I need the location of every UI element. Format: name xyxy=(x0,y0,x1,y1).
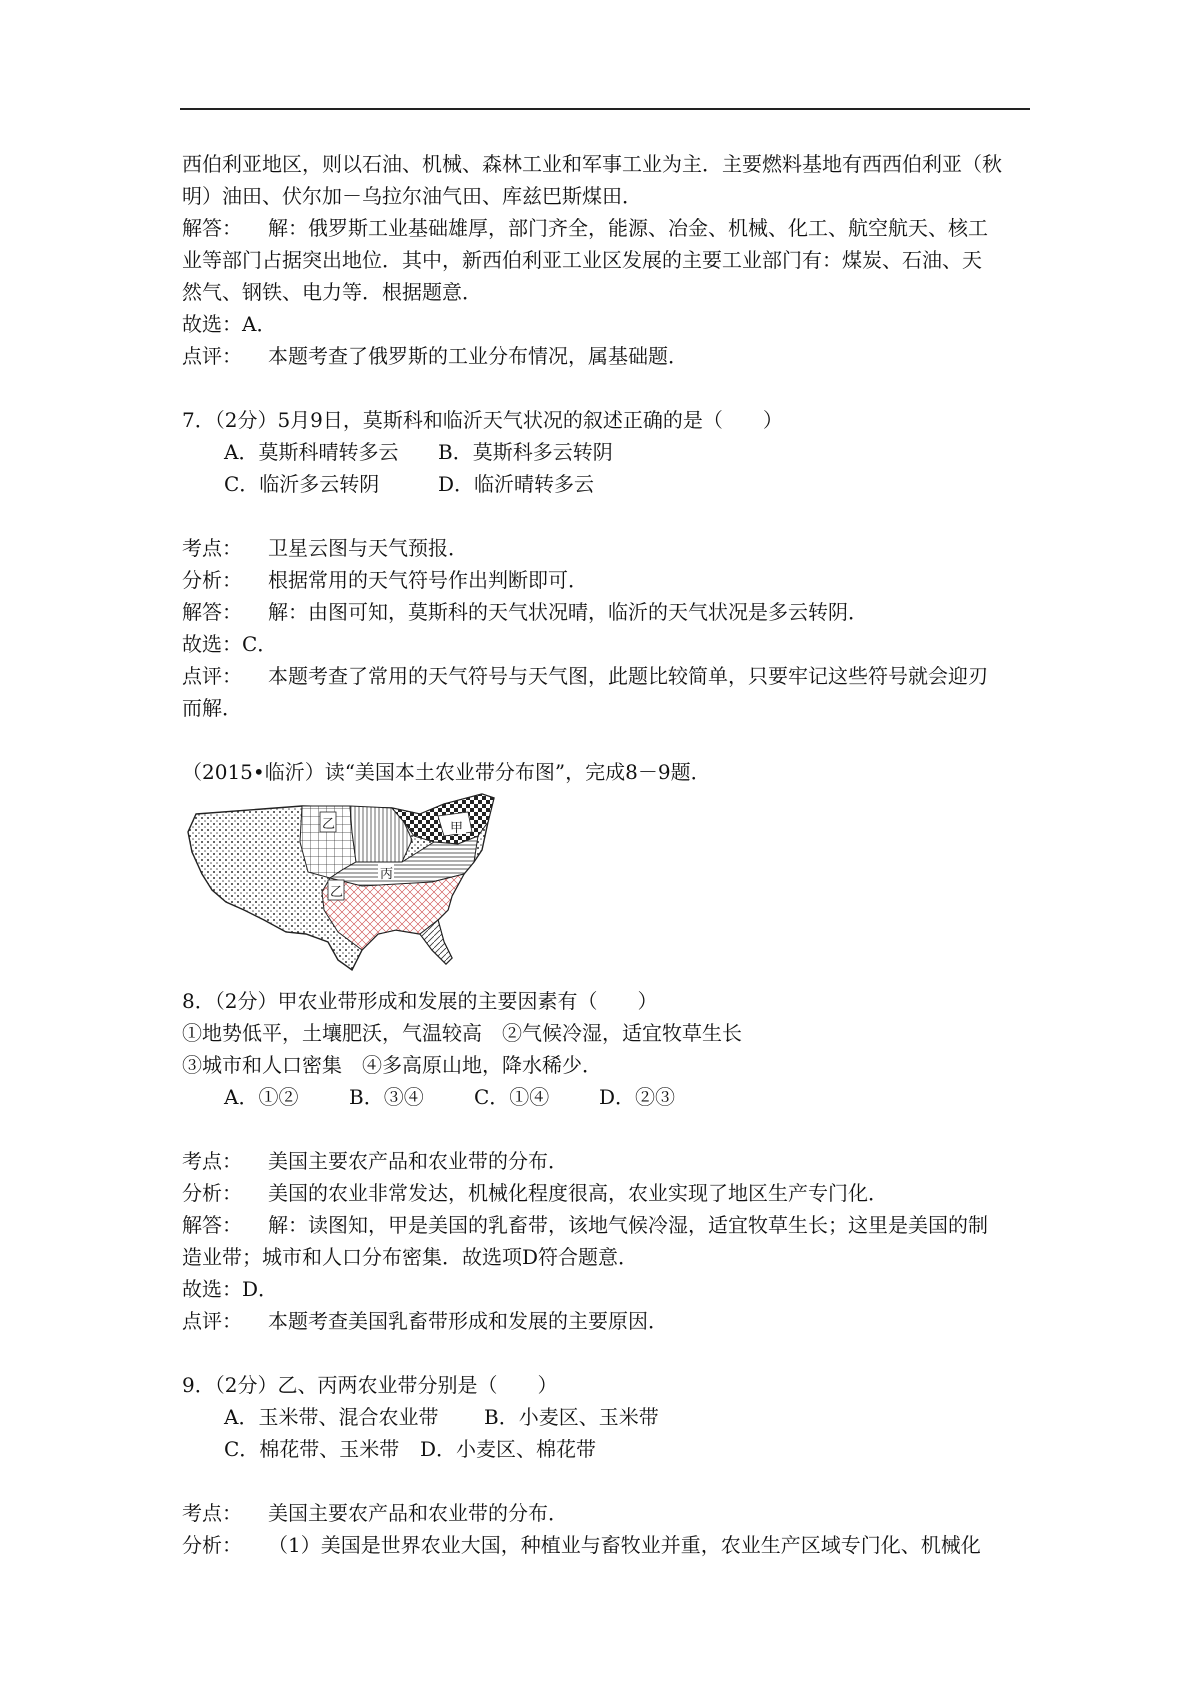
intro-8-9: （2015•临沂）读“美国本土农业带分布图”，完成8－9题． xyxy=(182,760,711,784)
q9-fenxi xyxy=(182,1529,1030,1561)
q7-option-d: D．临沂晴转多云 xyxy=(438,472,595,496)
map-label-yi-north: 乙 xyxy=(322,817,336,832)
comment-text: 本题考查了俄罗斯的工业分布情况，属基础题． xyxy=(268,344,688,368)
q7-options-row1 xyxy=(182,436,1030,468)
q7-stem: 7．（2分）5月9日，莫斯科和临沂天气状况的叙述正确的是（ ） xyxy=(182,408,783,432)
q7-jieda xyxy=(182,596,1030,628)
fenxi-text: （1）美国是世界农业大国，种植业与畜牧业并重，农业生产区域专门化、机械化 xyxy=(268,1533,981,1557)
kaodian-label: 考点： xyxy=(182,1149,242,1173)
q8-fenxi xyxy=(182,1177,1030,1209)
q6-comment xyxy=(182,340,1030,372)
kaodian-text: 卫星云图与天气预报． xyxy=(268,536,468,560)
q9-kaodian xyxy=(182,1497,1030,1529)
q7-options-row2 xyxy=(182,468,1030,500)
q8-option-a: A．①② xyxy=(224,1085,299,1109)
q8-option-b: B．③④ xyxy=(349,1085,424,1109)
comment-text: 本题考查了常用的天气符号与天气图，此题比较简单，只要牢记这些符号就会迎刃 xyxy=(268,664,988,688)
us-agriculture-map xyxy=(182,792,502,977)
fenxi-label: 分析： xyxy=(182,1533,242,1557)
kaodian-text: 美国主要农产品和农业带的分布． xyxy=(268,1149,568,1173)
q8-option-c: C．①④ xyxy=(474,1085,550,1109)
map-label-bing: 丙 xyxy=(380,867,394,882)
q6-answer-cont: 然气、钢铁、电力等．根据题意． xyxy=(182,280,482,304)
map-label-yi-south: 乙 xyxy=(330,885,344,900)
us-agriculture-map-figure xyxy=(182,792,502,977)
q7-option-c: C．临沂多云转阴 xyxy=(224,472,380,496)
q8-item1: ①地势低平，土壤肥沃，气温较高 ②气候冷湿，适宜牧草生长 xyxy=(182,1021,742,1045)
document-page xyxy=(182,148,1030,1561)
header-rule xyxy=(180,108,1030,110)
answer-text: 解：俄罗斯工业基础雄厚，部门齐全，能源、冶金、机械、化工、航空航天、核工 xyxy=(268,216,988,240)
kaodian-text: 美国主要农产品和农业带的分布． xyxy=(268,1501,568,1525)
comment-text: 本题考查美国乳畜带形成和发展的主要原因． xyxy=(268,1309,668,1333)
fenxi-text: 美国的农业非常发达，机械化程度很高，农业实现了地区生产专门化． xyxy=(268,1181,888,1205)
q8-jieda xyxy=(182,1209,1030,1241)
q8-item2: ③城市和人口密集 ④多高原山地，降水稀少． xyxy=(182,1053,602,1077)
jieda-text: 解：由图可知，莫斯科的天气状况晴，临沂的天气状况是多云转阴． xyxy=(268,600,868,624)
comment-label: 点评： xyxy=(182,664,242,688)
q6-choice: 故选：A． xyxy=(182,312,277,336)
jieda-label: 解答： xyxy=(182,600,242,624)
q9-option-c: C．棉花带、玉米带 xyxy=(224,1437,400,1461)
q8-kaodian xyxy=(182,1145,1030,1177)
jieda-text: 解：读图知，甲是美国的乳畜带，该地气候冷湿，适宜牧草生长；这里是美国的制 xyxy=(268,1213,988,1237)
q9-options-row2 xyxy=(182,1433,1030,1465)
q6-answer-cont: 业等部门占据突出地位．其中，新西伯利亚工业区发展的主要工业部门有：煤炭、石油、天 xyxy=(182,248,982,272)
q8-options xyxy=(182,1081,1030,1113)
q7-option-a: A．莫斯科晴转多云 xyxy=(224,440,399,464)
q8-comment xyxy=(182,1305,1030,1337)
kaodian-label: 考点： xyxy=(182,536,242,560)
q9-option-b: B．小麦区、玉米带 xyxy=(484,1405,659,1429)
q8-stem: 8．（2分）甲农业带形成和发展的主要因素有（ ） xyxy=(182,989,658,1013)
q7-fenxi xyxy=(182,564,1030,596)
q7-comment xyxy=(182,660,1030,692)
q8-choice: 故选：D． xyxy=(182,1277,279,1301)
q9-options-row1 xyxy=(182,1401,1030,1433)
continued-text-line: 西伯利亚地区，则以石油、机械、森林工业和军事工业为主．主要燃料基地有西西伯利亚（秋 xyxy=(182,152,1002,176)
q7-option-b: B．莫斯科多云转阴 xyxy=(438,440,613,464)
kaodian-label: 考点： xyxy=(182,1501,242,1525)
comment-label: 点评： xyxy=(182,344,242,368)
q9-stem: 9．（2分）乙、丙两农业带分别是（ ） xyxy=(182,1373,558,1397)
q7-choice: 故选：C． xyxy=(182,632,278,656)
map-label-jia: 甲 xyxy=(450,821,464,836)
q8-jieda-cont: 造业带；城市和人口分布密集．故选项D符合题意． xyxy=(182,1245,639,1269)
q6-answer xyxy=(182,212,1030,244)
jieda-label: 解答： xyxy=(182,1213,242,1237)
fenxi-text: 根据常用的天气符号作出判断即可． xyxy=(268,568,588,592)
fenxi-label: 分析： xyxy=(182,1181,242,1205)
q7-kaodian xyxy=(182,532,1030,564)
q9-option-a: A．玉米带、混合农业带 xyxy=(224,1405,439,1429)
comment-label: 点评： xyxy=(182,1309,242,1333)
q7-comment-cont: 而解． xyxy=(182,696,242,720)
continued-text-line: 明）油田、伏尔加－乌拉尔油气田、库兹巴斯煤田． xyxy=(182,184,642,208)
q8-option-d: D．②③ xyxy=(599,1085,676,1109)
fenxi-label: 分析： xyxy=(182,568,242,592)
q9-option-d: D．小麦区、棉花带 xyxy=(420,1437,597,1461)
answer-label: 解答： xyxy=(182,216,242,240)
